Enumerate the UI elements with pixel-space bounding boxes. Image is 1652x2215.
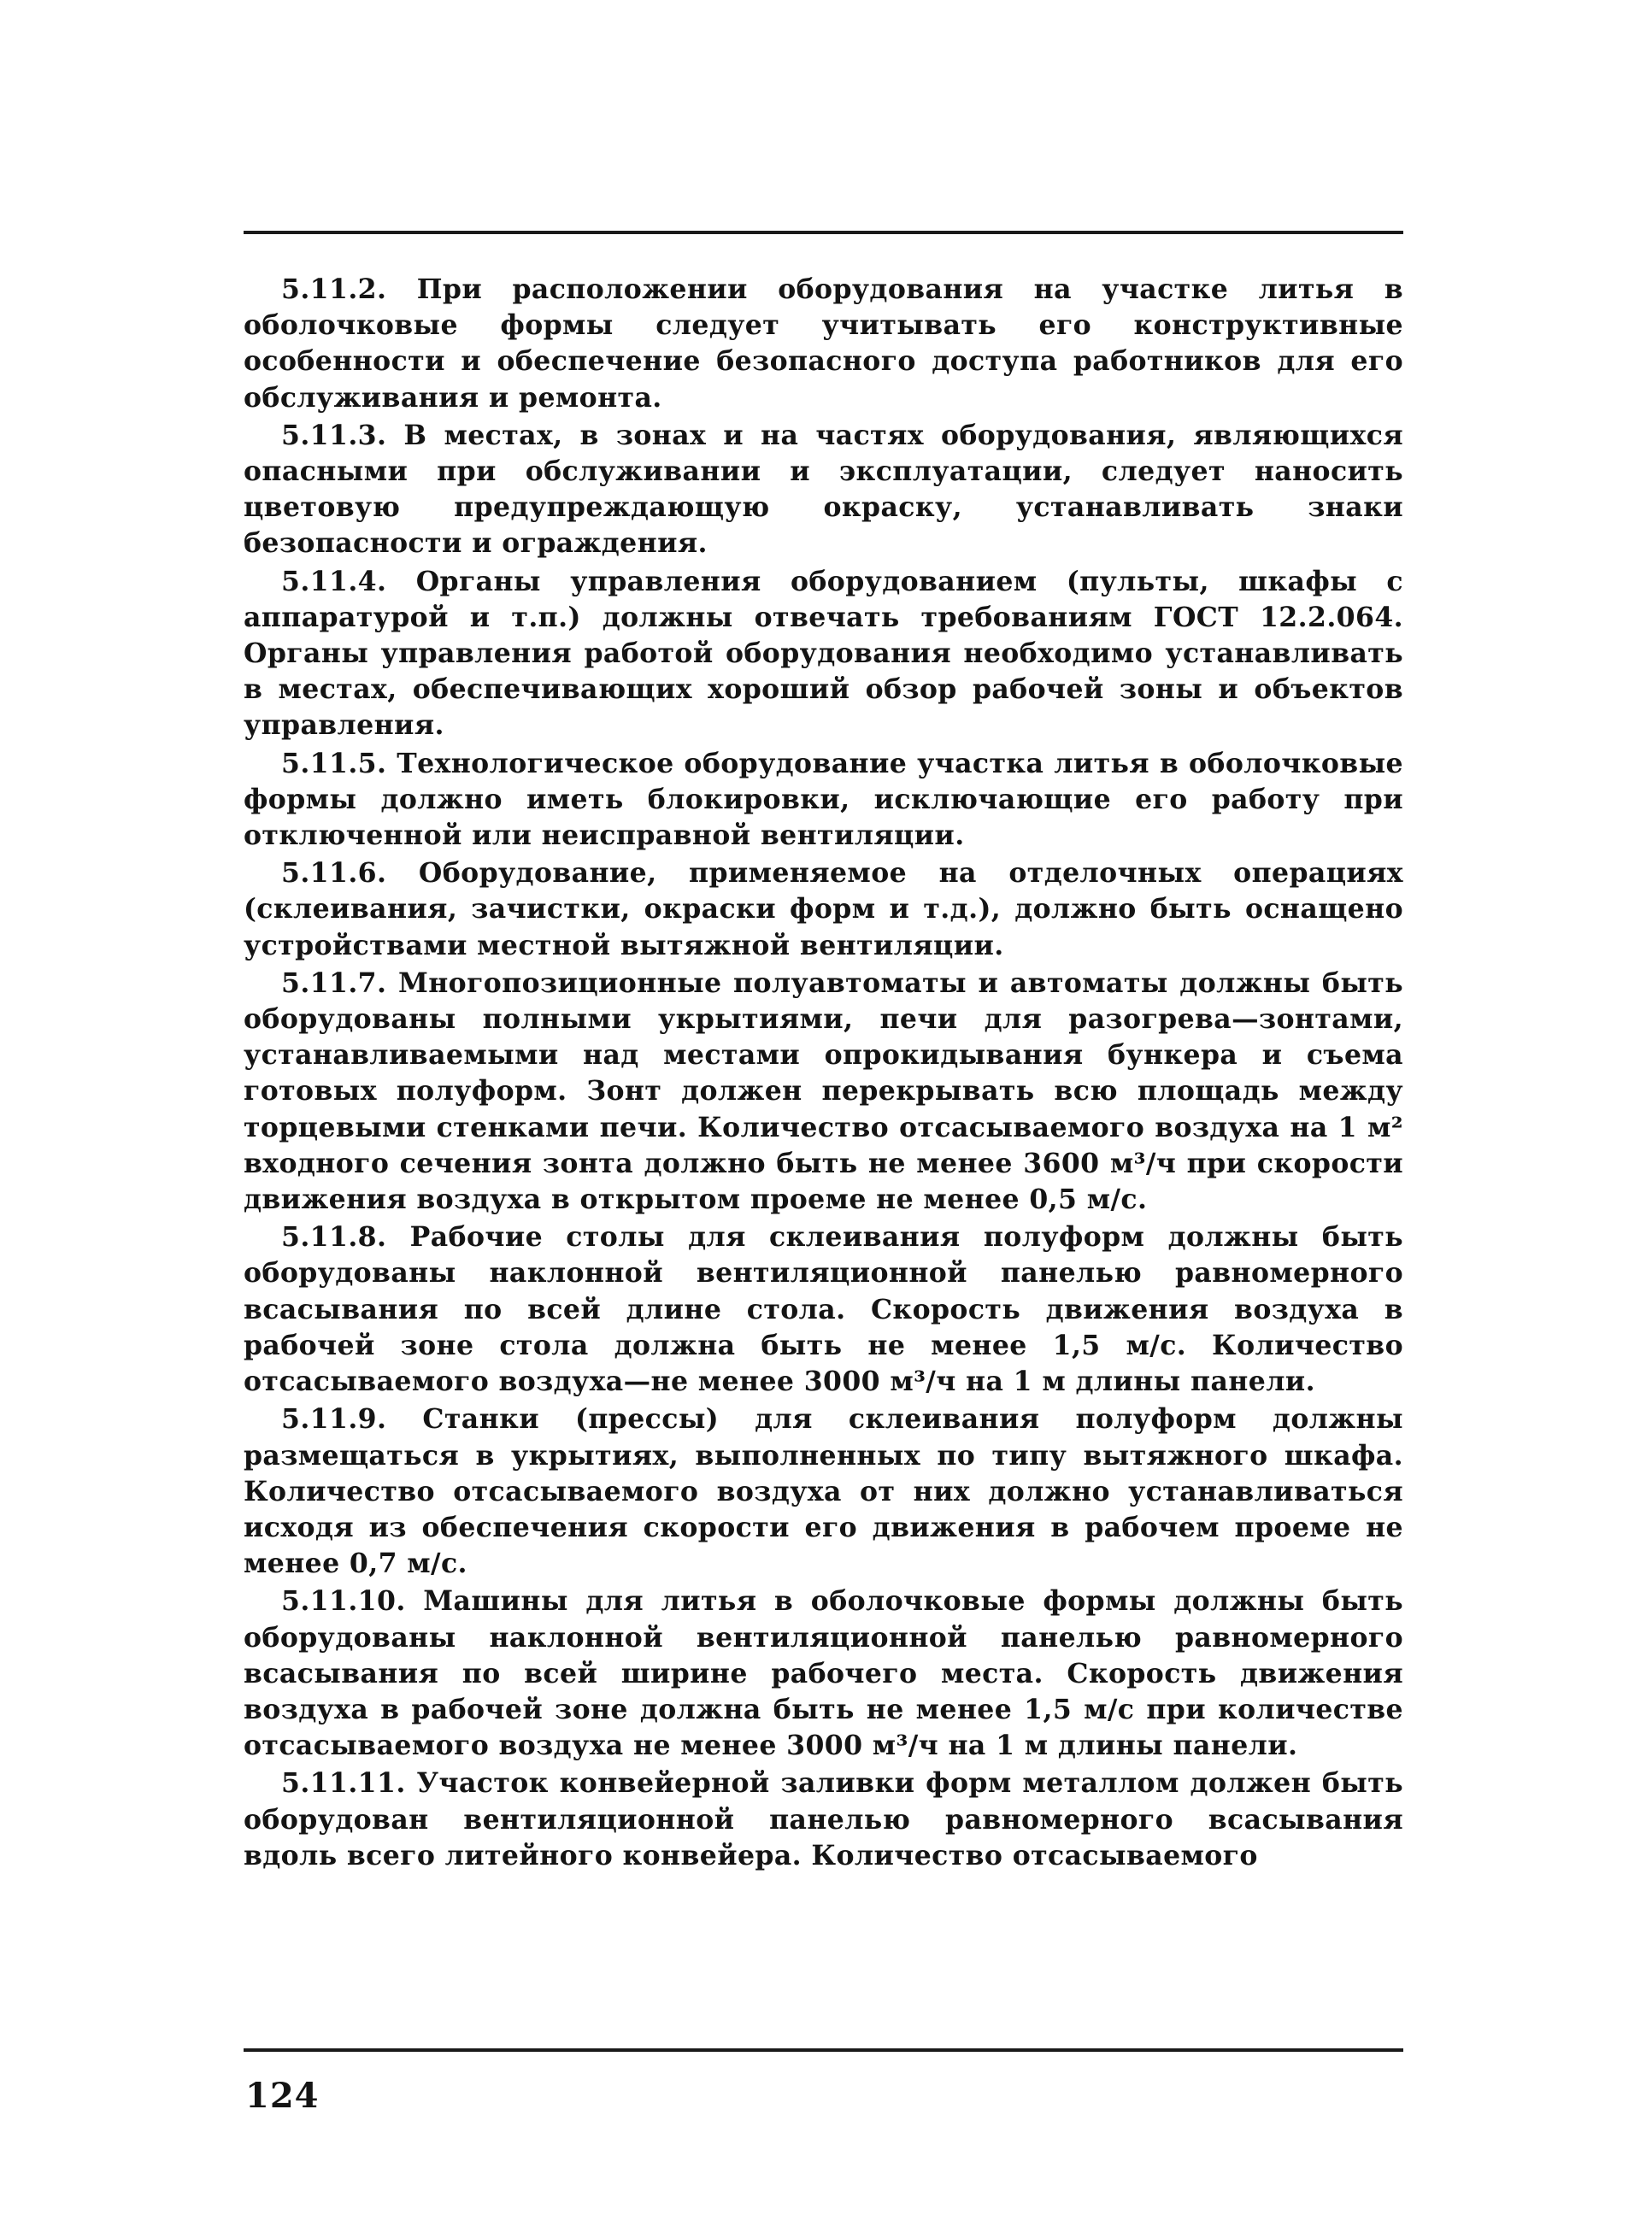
paragraph-5-11-9 [244,1401,1403,1582]
paragraph-number: 5.11.8. [281,1221,387,1254]
body-text [244,272,1403,1876]
paragraph-number: 5.11.11. [281,1767,406,1800]
paragraph-5-11-11 [244,1766,1403,1874]
paragraph-text: Многопозиционные полуавтоматы и автоматы должны быть оборудованы полными укрытиями, печи для разогрева—зонтами, устанавливаемыми над местами опрокидывания бункера и съема готовых полуформ. Зонт должен перекрывать всю площадь между торцевыми стенками печи. Количество отсасываемого воздуха на 1 м² входного сечения зонта должно быть не менее 3600 м³/ч при скорости движения воздуха в открытом проеме не менее 0,5 м/с. [244,966,1403,1216]
top-rule [244,231,1403,234]
paragraph-number: 5.11.10. [281,1585,406,1618]
paragraph-text: Технологическое оборудование участка литья в оболочковые формы должно иметь блокировки, исключающие его работу при отключенной или неисправной вентиляции. [244,747,1403,852]
paragraph-text: Станки (прессы) для склеивания полуформ должны размещаться в укрытиях, выполненных по типу вытяжного шкафа. Количество отсасываемого воздуха от них должно устанавливаться исходя из обеспечения скорости его движения в рабочем проеме не менее 0,7 м/с. [244,1403,1403,1580]
paragraph-5-11-8 [244,1219,1403,1400]
paragraph-number: 5.11.3. [281,419,387,451]
page-number: 124 [245,2076,320,2116]
paragraph-number: 5.11.6. [281,857,387,890]
paragraph-text: Рабочие столы для склеивания полуформ должны быть оборудованы наклонной вентиляционной панелью равномерного всасывания по всей длине стола. Скорость движения воздуха в рабочей зоне стола должна быть не менее 1,5 м/с. Количество отсасываемого воздуха—не менее 3000 м³/ч на 1 м длины панели. [244,1221,1403,1398]
paragraph-number: 5.11.4. [281,565,387,597]
paragraph-text: Участок конвейерной заливки форм металлом должен быть оборудован вентиляционной панелью равномерного всасывания вдоль всего литейного конвейера. Количество отсасываемого [244,1767,1403,1871]
paragraph-5-11-2 [244,272,1403,416]
paragraph-text: При расположении оборудования на участке литья в оболочковые формы следует учитывать его конструктивные особенности и обеспечение безопасного доступа работников для его обслуживания и ремонта. [244,273,1403,414]
paragraph-text: Машины для литья в оболочковые формы должны быть оборудованы наклонной вентиляционной панелью равномерного всасывания по всей ширине рабочего места. Скорость движения воздуха в рабочей зоне должна быть не менее 1,5 м/с при количестве отсасываемого воздуха не менее 3000 м³/ч на 1 м длины панели. [244,1585,1403,1762]
paragraph-5-11-3 [244,418,1403,562]
paragraph-text: Органы управления оборудованием (пульты, шкафы с аппаратурой и т.п.) должны отвечать требованиям ГОСТ 12.2.064. Органы управления работой оборудования необходимо устанавливать в местах, обеспечивающих хороший обзор рабочей зоны и объектов управления. [244,565,1403,742]
bottom-rule [244,2048,1403,2052]
paragraph-number: 5.11.5. [281,747,387,779]
paragraph-number: 5.11.7. [281,966,387,999]
paragraph-5-11-6 [244,855,1403,964]
paragraph-5-11-5 [244,746,1403,855]
paragraph-number: 5.11.2. [281,273,387,305]
paragraph-text: Оборудование, применяемое на отделочных операциях (склеивания, зачистки, окраски форм и т.д.), должно быть оснащено устройствами местной вытяжной вентиляции. [244,857,1403,961]
paragraph-text: В местах, в зонах и на частях оборудования, являющихся опасными при обслуживании и эксплуатации, следует наносить цветовую предупреждающую окраску, устанавливать знаки безопасности и ограждения. [244,419,1403,560]
paragraph-5-11-10 [244,1583,1403,1764]
paragraph-5-11-7 [244,966,1403,1218]
paragraph-5-11-4 [244,564,1403,744]
paragraph-number: 5.11.9. [281,1403,387,1436]
